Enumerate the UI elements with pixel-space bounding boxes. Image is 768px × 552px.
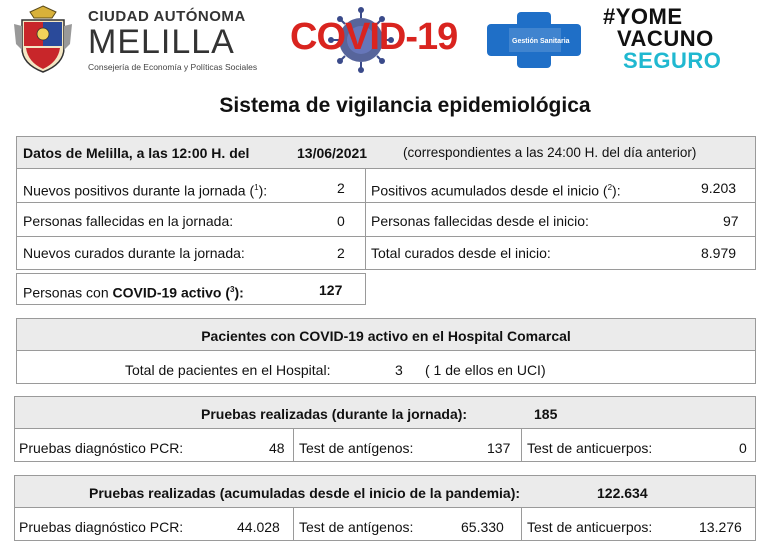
deaths-total-value: 97	[723, 213, 739, 229]
tests-cum-antibody-value: 13.276	[699, 519, 742, 535]
melilla-line2: MELILLA	[88, 23, 235, 61]
tests-cum-total: 122.634	[597, 485, 648, 501]
cumulative-positives-value: 9.203	[701, 180, 737, 196]
page-title: Sistema de vigilancia epidemiológica	[219, 94, 591, 117]
yome-vacuno-logo	[603, 4, 753, 76]
new-positives-value: 2	[337, 180, 345, 196]
daily-header-prefix: Datos de Melilla, a las 12:00 H. del	[23, 145, 250, 161]
hospital-table	[16, 318, 756, 384]
ingesa-logo	[487, 12, 581, 68]
yome-line2: VACUNO	[617, 26, 714, 51]
yome-line1: #YOME	[603, 4, 683, 29]
tests-day-pcr-label: Pruebas diagnóstico PCR:	[19, 440, 184, 456]
tests-cum-pcr-label: Pruebas diagnóstico PCR:	[19, 519, 184, 535]
melilla-line1: CIUDAD AUTÓNOMA	[88, 8, 246, 25]
recovered-day-value: 2	[337, 245, 345, 261]
deaths-total-label: Personas fallecidas desde el inicio:	[371, 213, 589, 229]
tests-day-antibody-value: 0	[739, 440, 747, 456]
covid-logo-text: COVID-19	[290, 16, 458, 58]
tests-cumulative-table	[14, 475, 756, 541]
melilla-line3: Consejería de Economía y Políticas Sociales	[88, 62, 258, 72]
active-cases-value: 127	[319, 282, 343, 298]
tests-day-total: 185	[534, 406, 558, 422]
tests-day-antigen-label: Test de antígenos:	[299, 440, 414, 456]
deaths-day-label: Personas fallecidas en la jornada:	[23, 213, 234, 229]
tests-day-pcr-value: 48	[269, 440, 285, 456]
tests-day-table	[14, 396, 756, 462]
melilla-logo	[8, 2, 258, 76]
deaths-day-value: 0	[337, 213, 345, 229]
tests-cum-antigen-label: Test de antígenos:	[299, 519, 414, 535]
daily-data-table	[16, 136, 756, 270]
hospital-uci-text: ( 1 de ellos en UCI)	[425, 362, 546, 378]
melilla-crest-icon	[12, 4, 74, 74]
recovered-day-label: Nuevos curados durante la jornada:	[23, 245, 245, 261]
recovered-total-label: Total curados desde el inicio:	[371, 245, 551, 261]
tests-cum-title: Pruebas realizadas (acumuladas desde el inicio de la pandemia):	[89, 485, 521, 501]
tests-cum-antigen-value: 65.330	[461, 519, 504, 535]
ingesa-text: Gestión Sanitaria	[512, 38, 570, 45]
tests-day-antigen-value: 137	[487, 440, 511, 456]
new-positives-label: Nuevos positivos durante la jornada ($^1$):	[23, 182, 268, 199]
tests-day-title: Pruebas realizadas (durante la jornada):	[201, 406, 468, 422]
active-cases-box	[16, 273, 366, 305]
covid-logo	[282, 6, 458, 74]
cumulative-positives-label: Positivos acumulados desde el inicio ($^2$):	[371, 182, 621, 199]
daily-header-note: (correspondientes a las 24:00 H. del día anterior)	[403, 145, 697, 160]
hospital-title: Pacientes con COVID-19 activo en el Hospital Comarcal	[201, 328, 571, 344]
hospital-total-value: 3	[395, 362, 403, 378]
tests-day-antibody-label: Test de anticuerpos:	[527, 440, 653, 456]
recovered-total-value: 8.979	[701, 245, 737, 261]
tests-cum-pcr-value: 44.028	[237, 519, 280, 535]
active-cases-label: Personas con COVID-19 activo ($^3$):	[23, 284, 244, 301]
yome-line3: SEGURO	[623, 48, 722, 73]
hospital-total-label: Total de pacientes en el Hospital:	[125, 362, 331, 378]
tests-cum-antibody-label: Test de anticuerpos:	[527, 519, 653, 535]
daily-date: 13/06/2021	[297, 145, 368, 161]
